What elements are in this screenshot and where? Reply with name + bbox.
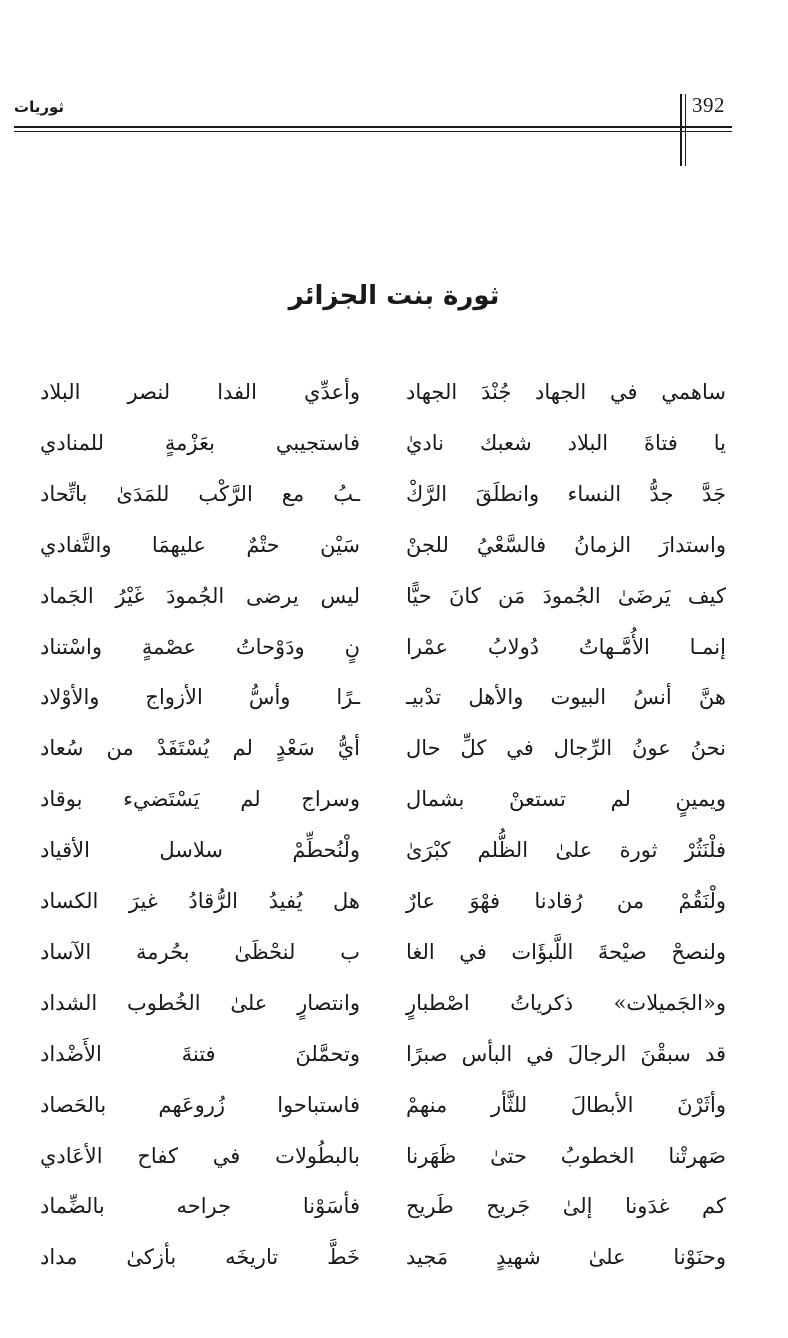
poem-couplet xyxy=(0,1134,788,1184)
second-hemistich: نٍ ودَوْحاتُ عصْمةٍ واسْتناد xyxy=(40,634,360,659)
second-hemistich: فاستباحوا زُروعَهم بالحَصاد xyxy=(40,1092,360,1117)
second-hemistich: أيُّ سَعْدٍ لم يُسْتَفَدْ من سُعاد xyxy=(40,736,360,761)
header-vertical-bar xyxy=(685,94,686,166)
second-hemistich: بالبطُولات في كفاح الأعَادي xyxy=(40,1143,360,1168)
poem-couplet xyxy=(0,472,788,522)
poem-couplet xyxy=(0,1235,788,1285)
second-hemistich: ـرًا وأسُّ الأزواج والأوْلاد xyxy=(40,685,360,710)
poem-couplet xyxy=(0,523,788,573)
poem-couplet xyxy=(0,726,788,776)
first-hemistich: وحنَوْنا علىٰ شهيدٍ مَجيد xyxy=(406,1245,726,1270)
first-hemistich: إنمـا الأُمَّـهاتُ دُولابُ عمْرا xyxy=(406,634,726,659)
poem-couplet xyxy=(0,828,788,878)
header-rule-thin xyxy=(14,131,732,132)
first-hemistich: ويمينٍ لم تستعنْ بشمال xyxy=(406,787,726,812)
poem-couplet xyxy=(0,981,788,1031)
second-hemistich: وتحمَّلنَ فتنةَ الأَضْداد xyxy=(40,1041,360,1066)
first-hemistich: كيف يَرضَىٰ الجُمودَ مَن كانَ حيًّا xyxy=(406,583,726,608)
second-hemistich: ولْنُحطِّمْ سلاسل الأقياد xyxy=(40,838,360,863)
poem-couplet xyxy=(0,675,788,725)
second-hemistich: وسراج لم يَسْتَضيء بوقاد xyxy=(40,787,360,812)
second-hemistich: خَطَّ تاريخَه بأزكىٰ مداد xyxy=(40,1245,360,1270)
second-hemistich: وأعدِّي الفدا لنصر البلاد xyxy=(40,380,360,404)
header-vertical-bar xyxy=(680,94,682,166)
poem-couplet xyxy=(0,1032,788,1082)
poem-couplet xyxy=(0,370,788,420)
second-hemistich: فاستجيبي بعَزْمةٍ للمنادي xyxy=(40,430,360,455)
first-hemistich: ولنصحْ صيْحةَ اللَّبؤَات في الغا xyxy=(406,939,726,964)
first-hemistich: جَدَّ جدُّ النساء وانطلَقَ الرَّكْ xyxy=(406,481,726,506)
running-title: ثوريات xyxy=(14,98,65,116)
page-number: 392 xyxy=(692,93,725,117)
poem-couplet xyxy=(0,879,788,929)
first-hemistich: كم غدَونا إلىٰ جَريح طَريح xyxy=(406,1194,726,1219)
poem-couplet xyxy=(0,574,788,624)
second-hemistich: فأسَوْنا جراحه بالضِّماد xyxy=(40,1194,360,1219)
second-hemistich: وانتصارٍ علىٰ الخُطوب الشداد xyxy=(40,990,360,1015)
first-hemistich: قد سبقْنَ الرجالَ في البأس صبرًا xyxy=(406,1041,726,1066)
first-hemistich: ولْنَقُمْ من رُقادنا فهْوَ عارٌ xyxy=(406,889,726,913)
first-hemistich: نحنُ عونُ الرِّجال في كلِّ حال xyxy=(406,736,726,761)
first-hemistich: يا فتاةَ البلاد شعبك ناديٰ xyxy=(406,430,726,455)
poem-couplet xyxy=(0,777,788,827)
second-hemistich: ـبُ مع الرَّكْب للمَدَىٰ باتِّحاد xyxy=(40,481,360,506)
poem-couplet xyxy=(0,1083,788,1133)
first-hemistich: فلْنَثُرْ ثورة علىٰ الظُّلم كبْرَىٰ xyxy=(406,838,726,863)
poem-couplet xyxy=(0,421,788,471)
first-hemistich: وأثَرْنَ الأبطالَ للثَّأر منهمْ xyxy=(406,1092,726,1117)
first-hemistich: و«الجَميلات» ذكرياتُ اصْطبارٍ xyxy=(406,990,726,1015)
first-hemistich: صَهرتْنا الخطوبُ حتىٰ ظَهَرنا xyxy=(406,1143,726,1168)
first-hemistich: ساهمي في الجهاد جُنْدَ الجهاد xyxy=(406,380,726,404)
second-hemistich: ب لنحْظَىٰ بحُرمة الآساد xyxy=(40,939,360,964)
second-hemistich: سَيْن حتْمٌ عليهمَا والتَّفادي xyxy=(40,532,360,557)
first-hemistich: واستدارَ الزمانُ فالسَّعْيُ للجنْ xyxy=(406,532,726,557)
second-hemistich: ليس يرضى الجُمودَ غَيْرُ الجَماد xyxy=(40,583,360,608)
poem-couplet xyxy=(0,930,788,980)
header-rule-thick xyxy=(14,126,732,128)
first-hemistich: هنَّ أنسُ البيوت والأهل تدْبيـ xyxy=(406,685,726,710)
poem-couplet xyxy=(0,1184,788,1234)
poem-couplet xyxy=(0,625,788,675)
second-hemistich: هل يُفيدُ الرُّقادُ غيرَ الكساد xyxy=(40,889,360,913)
poem-title: ثورة بنت الجزائر xyxy=(288,281,500,311)
